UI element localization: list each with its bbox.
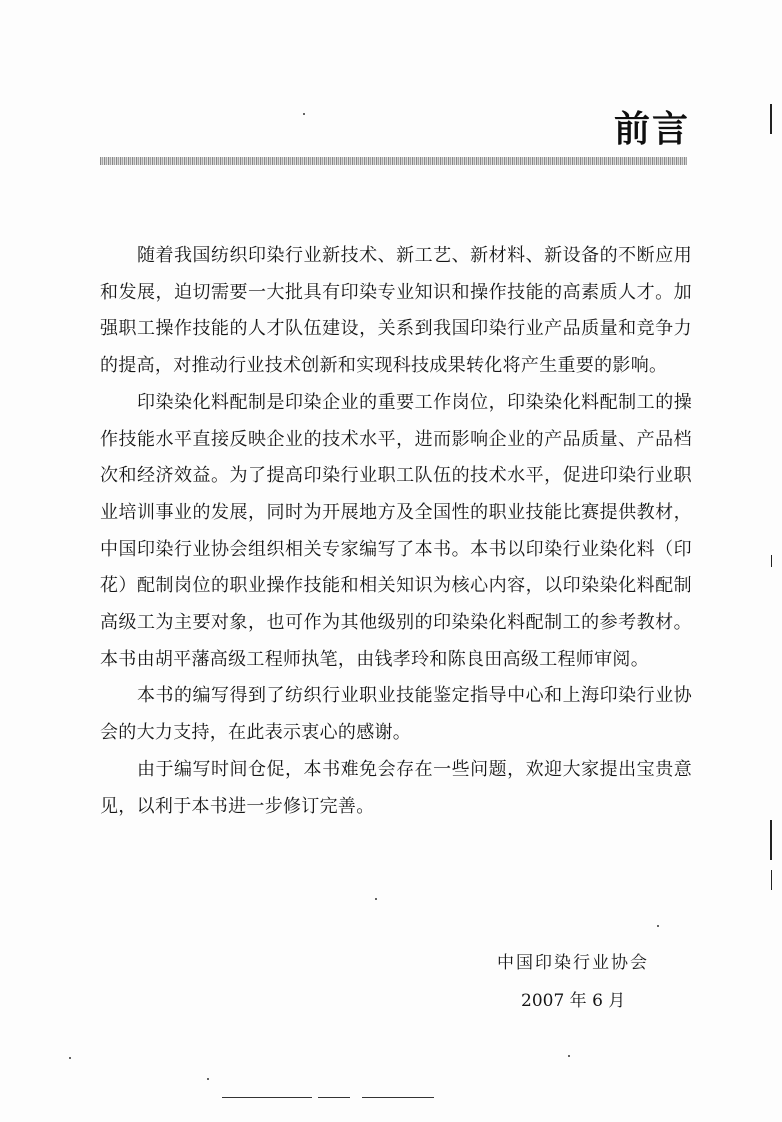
scan-edge-mark (771, 870, 772, 890)
scan-edge-mark (770, 820, 772, 860)
paragraph-1: 随着我国纺织印染行业新技术、新工艺、新材料、新设备的不断应用和发展，迫切需要一大批具有印染专业知识和操作技能的高素质人才。加强职工操作技能的人才队伍建设，关系到我国印染行业产品质量和竞争力的提高，对推动行业技术创新和实现科技成果转化将产生重要的影响。 (100, 245, 692, 377)
paragraph-3: 本书的编写得到了纺织行业职业技能鉴定指导中心和上海印染行业协会的大力支持，在此表示衷心的感谢。 (100, 685, 692, 744)
scan-edge-mark (770, 104, 772, 134)
signature-date: 2007 年 6 月 (521, 991, 626, 1011)
paragraph-2: 印染染化料配制是印染企业的重要工作岗位，印染染化料配制工的操作技能水平直接反映企业的技术水平，进而影响企业的产品质量、产品档次和经济效益。为了提高印染行业职工队伍的技术水平，促进印染行业职业培训事业的发展，同时为开展地方及全国性的职业技能比赛提供教材，中国印染行业协会组织相关专家编写了本书。本书以印染行业染化料（印花）配制岗位的职业操作技能和相关知识为核心内容，以印染染化料配制高级工为主要对象，也可作为其他级别的印染染化料配制工的参考教材。本书由胡平藩高级工程师执笔，由钱孝玲和陈良田高级工程师审阅。 (100, 391, 692, 670)
scan-speck (207, 1078, 209, 1080)
scan-bottom-line (222, 1097, 312, 1098)
title-rule (100, 157, 687, 165)
preface-body (100, 238, 692, 825)
scan-bottom-line (318, 1097, 350, 1098)
scan-speck (303, 113, 305, 115)
scan-bottom-line (362, 1097, 434, 1098)
scan-speck (568, 1055, 570, 1057)
scan-speck (375, 898, 377, 900)
scan-edge-mark (771, 555, 772, 567)
scan-speck (657, 925, 659, 927)
signature-org: 中国印染行业协会 (497, 953, 649, 973)
paragraph-4: 由于编写时间仓促，本书难免会存在一些问题，欢迎大家提出宝贵意见，以利于本书进一步修订完善。 (100, 758, 692, 817)
page-title: 前言 (613, 109, 690, 150)
scan-speck (69, 1057, 71, 1059)
